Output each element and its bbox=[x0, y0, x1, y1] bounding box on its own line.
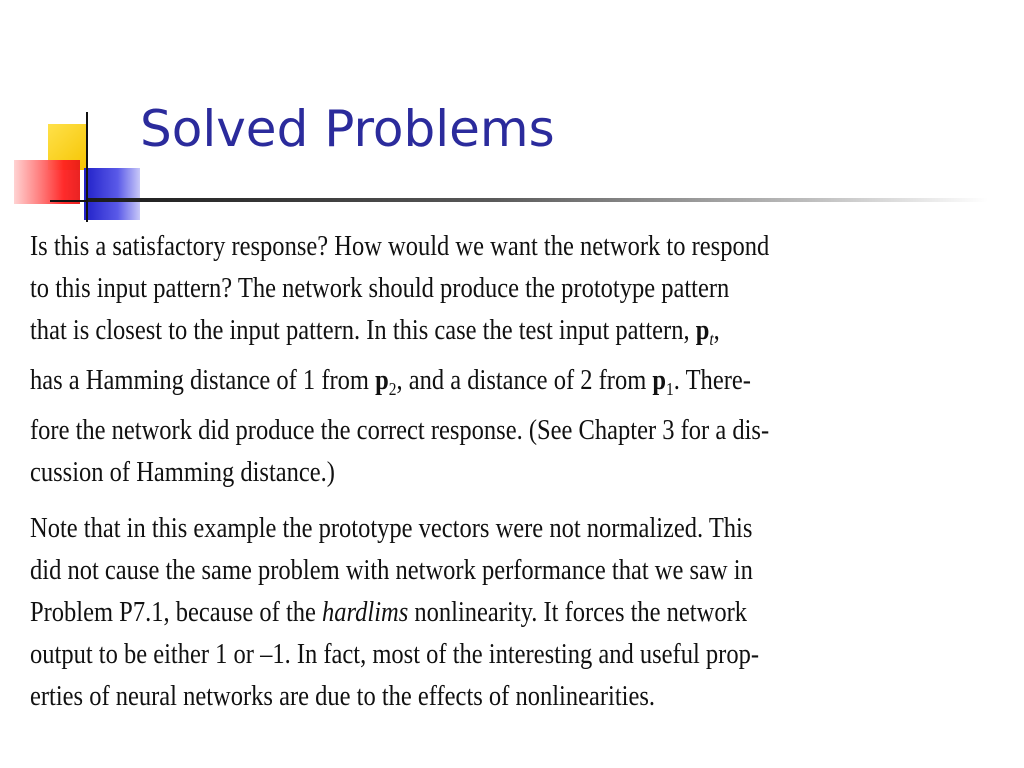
vector-symbol: p bbox=[375, 365, 389, 396]
logo-blue-square bbox=[84, 168, 140, 220]
logo-red-square bbox=[14, 160, 80, 204]
line-3-end: , bbox=[713, 315, 720, 346]
title-divider bbox=[88, 198, 988, 202]
paragraph-2-line-5: erties of neural networks are due to the effects of nonlinearities. bbox=[30, 681, 656, 712]
paragraph-1-line-4 bbox=[30, 360, 864, 410]
paragraph-1 bbox=[30, 226, 1000, 494]
line-4-text-a: has a Hamming distance of 1 from bbox=[30, 365, 369, 396]
slide-title: Solved Problems bbox=[140, 100, 555, 158]
vector-symbol: p bbox=[652, 365, 667, 396]
vector-symbol: p bbox=[695, 315, 710, 346]
line-3-text-a: Problem P7.1, because of the bbox=[30, 597, 316, 628]
paragraph-2-line-4: output to be either 1 or –1. In fact, most of the interesting and useful prop- bbox=[30, 639, 759, 670]
paragraph-2-line-1: Note that in this example the prototype vectors were not normalized. This bbox=[30, 513, 753, 544]
paragraph-2 bbox=[30, 508, 1000, 718]
line-4-text-b: , and a distance of 2 from bbox=[396, 365, 647, 396]
vector-p-1 bbox=[652, 365, 674, 399]
paragraph-1-line-5: fore the network did produce the correct response. (See Chapter 3 for a dis- bbox=[30, 415, 770, 446]
paragraph-1-line-2: to this input pattern? The network should produce the prototype pattern bbox=[30, 273, 730, 304]
vector-subscript: t bbox=[709, 329, 714, 349]
line-3-text-b: nonlinearity. It forces the network bbox=[414, 597, 747, 628]
logo-vertical-line bbox=[86, 112, 88, 222]
paragraph-2-line-2: did not cause the same problem with network performance that we saw in bbox=[30, 555, 753, 586]
vector-subscript: 2 bbox=[388, 379, 397, 399]
vector-subscript: 1 bbox=[666, 379, 674, 399]
slide-logo bbox=[0, 0, 160, 230]
line-3-text: that is closest to the input pattern. In this case the test input pattern, bbox=[30, 315, 690, 346]
paragraph-1-line-3 bbox=[30, 310, 864, 360]
paragraph-1-line-6: cussion of Hamming distance.) bbox=[30, 457, 335, 488]
vector-p-2 bbox=[375, 365, 397, 399]
paragraph-1-line-1: Is this a satisfactory response? How would we want the network to respond bbox=[30, 231, 770, 262]
paragraph-2-line-3 bbox=[30, 592, 864, 634]
line-4-text-c: . There- bbox=[673, 365, 751, 396]
vector-p-t bbox=[695, 315, 714, 349]
hardlims-term: hardlims bbox=[322, 597, 409, 628]
